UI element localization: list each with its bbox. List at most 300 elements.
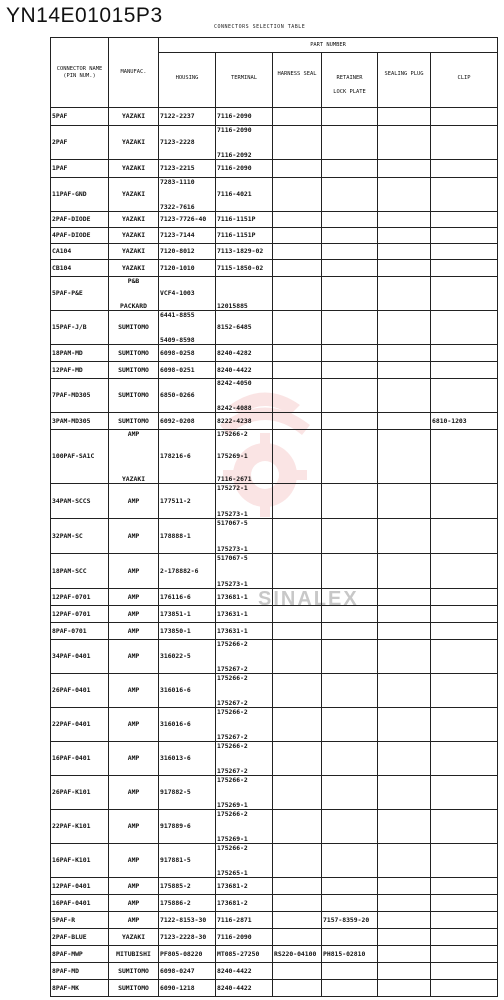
table-row [51, 606, 498, 623]
table-row [51, 554, 498, 589]
terminal-cell-line: 7116-2090 [217, 125, 252, 134]
terminal-cell-line: 175269-1 [217, 834, 248, 843]
manufacturer-cell: AMP [109, 878, 159, 895]
table-row [51, 345, 498, 362]
manufacturer-cell [109, 277, 159, 311]
terminal-cell [216, 554, 273, 589]
connector-name-cell: 8PAF-0701 [51, 623, 109, 640]
sealing-plug-cell [378, 878, 431, 895]
terminal-cell-line: 175267-2 [217, 698, 248, 707]
clip-cell [431, 212, 498, 228]
housing-cell: 7123-7144 [159, 228, 216, 244]
terminal-cell [216, 519, 273, 554]
table-row [51, 708, 498, 742]
retainer-cell [322, 108, 378, 126]
manufacturer-cell: AMP [109, 844, 159, 878]
harness-seal-cell [273, 929, 322, 946]
document-title: YN14E01015P3 [6, 4, 163, 27]
clip-cell [431, 160, 498, 178]
sealing-plug-cell [378, 413, 431, 430]
clip-cell [431, 430, 498, 484]
connector-name-cell: 18PAM-MD [51, 345, 109, 362]
table-row [51, 589, 498, 606]
sealing-plug-cell [378, 912, 431, 929]
clip-cell [431, 895, 498, 912]
clip-cell [431, 178, 498, 212]
header-part-number: PART NUMBER [159, 38, 498, 53]
sealing-plug-cell [378, 589, 431, 606]
header-clip: CLIP [431, 53, 498, 108]
harness-seal-cell [273, 895, 322, 912]
harness-seal-cell [273, 345, 322, 362]
housing-cell: 6090-1218 [159, 980, 216, 997]
housing-cell: 177511-2 [159, 484, 216, 519]
clip-cell [431, 810, 498, 844]
harness-seal-cell [273, 260, 322, 277]
harness-seal-cell [273, 212, 322, 228]
connector-name-cell: 2PAF-DIODE [51, 212, 109, 228]
terminal-cell-line: 12015885 [217, 301, 248, 310]
harness-seal-cell [273, 311, 322, 345]
clip-cell [431, 311, 498, 345]
table-row [51, 742, 498, 776]
sealing-plug-cell [378, 674, 431, 708]
sealing-plug-cell [378, 260, 431, 277]
retainer-cell [322, 606, 378, 623]
terminal-cell: 173681-2 [216, 878, 273, 895]
housing-cell: 175886-2 [159, 895, 216, 912]
terminal-cell-line: 175273-1 [217, 544, 248, 553]
sealing-plug-cell [378, 160, 431, 178]
terminal-cell-line: 175267-2 [217, 732, 248, 741]
terminal-cell-line: 175265-1 [217, 868, 248, 877]
terminal-cell-line: 7116-2671 [217, 474, 252, 483]
terminal-cell-line: 517067-5 [217, 553, 248, 562]
retainer-cell [322, 640, 378, 674]
manufacturer-cell: AMP [109, 484, 159, 519]
table-row [51, 260, 498, 277]
connector-name-cell: CB104 [51, 260, 109, 277]
connector-name-cell: 12PAF-0701 [51, 589, 109, 606]
harness-seal-cell: RS220-04100 [273, 946, 322, 963]
harness-seal-cell [273, 554, 322, 589]
clip-cell [431, 776, 498, 810]
terminal-cell-line: 175272-1 [217, 483, 248, 492]
sealing-plug-cell [378, 640, 431, 674]
manufacturer-cell: AMP [109, 554, 159, 589]
manufacturer-cell-line [110, 453, 157, 460]
sealing-plug-cell [378, 810, 431, 844]
harness-seal-cell [273, 519, 322, 554]
retainer-cell [322, 311, 378, 345]
retainer-cell [322, 430, 378, 484]
sealing-plug-cell [378, 554, 431, 589]
manufacturer-cell: YAZAKI [109, 108, 159, 126]
terminal-cell: 7113-1829-02 [216, 244, 273, 260]
clip-cell [431, 379, 498, 413]
terminal-cell: 8240-4422 [216, 963, 273, 980]
housing-cell: 6098-0247 [159, 963, 216, 980]
terminal-cell: 8152-6485 [216, 311, 273, 345]
sealing-plug-cell [378, 980, 431, 997]
connector-name-cell: 12PAF-MD [51, 362, 109, 379]
sealing-plug-cell [378, 311, 431, 345]
harness-seal-cell [273, 912, 322, 929]
clip-cell [431, 126, 498, 160]
clip-cell [431, 606, 498, 623]
terminal-cell: 7116-1151P [216, 228, 273, 244]
housing-cell-line: 7283-1110 [160, 177, 195, 186]
header-lock-plate: LOCK PLATE [333, 89, 366, 95]
terminal-cell-line: 7116-2092 [217, 150, 252, 159]
retainer-cell [322, 244, 378, 260]
connector-name-cell: 4PAF-DIODE [51, 228, 109, 244]
clip-cell [431, 912, 498, 929]
terminal-cell: 173631-1 [216, 606, 273, 623]
manufacturer-cell-line: AMP [127, 429, 140, 438]
connector-name-cell: 1PAF [51, 160, 109, 178]
retainer-cell: PH815-02810 [322, 946, 378, 963]
terminal-cell: 7116-2090 [216, 929, 273, 946]
clip-cell [431, 345, 498, 362]
clip-cell [431, 623, 498, 640]
harness-seal-cell [273, 108, 322, 126]
terminal-cell-line: 175269-1 [217, 452, 248, 460]
housing-cell: 917889-6 [159, 810, 216, 844]
connector-selection-table [50, 37, 498, 997]
terminal-cell-line [217, 278, 271, 285]
terminal-cell: 7116-1151P [216, 212, 273, 228]
connector-name-cell: 5PAF-P&E [51, 277, 109, 311]
header-manufacturer: MANUFAC. [109, 38, 159, 108]
clip-cell [431, 980, 498, 997]
clip-cell [431, 878, 498, 895]
harness-seal-cell [273, 362, 322, 379]
clip-cell [431, 589, 498, 606]
manufacturer-cell: MITUBISHI [109, 946, 159, 963]
retainer-cell [322, 413, 378, 430]
table-row [51, 810, 498, 844]
sealing-plug-cell [378, 606, 431, 623]
manufacturer-cell: SUMITOMO [109, 980, 159, 997]
harness-seal-cell [273, 844, 322, 878]
terminal-cell-line: 175266-2 [217, 673, 248, 682]
harness-seal-cell [273, 178, 322, 212]
clip-cell [431, 260, 498, 277]
terminal-cell: 8222-4238 [216, 413, 273, 430]
terminal-cell [216, 674, 273, 708]
housing-cell: 178888-1 [159, 519, 216, 554]
table-row [51, 228, 498, 244]
manufacturer-cell: AMP [109, 912, 159, 929]
housing-cell: 7122-2237 [159, 108, 216, 126]
sealing-plug-cell [378, 946, 431, 963]
sealing-plug-cell [378, 776, 431, 810]
terminal-cell: 173681-1 [216, 589, 273, 606]
housing-cell-line: 5409-8598 [160, 335, 195, 344]
retainer-cell [322, 708, 378, 742]
connector-name-cell: 16PAF-0401 [51, 895, 109, 912]
terminal-cell [216, 640, 273, 674]
harness-seal-cell [273, 160, 322, 178]
connector-name-cell: 2PAF [51, 126, 109, 160]
terminal-cell: 7115-1850-02 [216, 260, 273, 277]
watermark-text: SINALEX [258, 588, 359, 610]
housing-cell: 316022-5 [159, 640, 216, 674]
housing-cell-line: 7322-7616 [160, 202, 195, 211]
terminal-cell [216, 277, 273, 311]
connector-name-cell: 16PAF-0401 [51, 742, 109, 776]
header-retainer-label: RETAINER [336, 75, 363, 81]
retainer-cell [322, 963, 378, 980]
connector-name-cell: 11PAF-GND [51, 178, 109, 212]
clip-cell [431, 963, 498, 980]
terminal-cell-line: 175266-2 [217, 741, 248, 750]
harness-seal-cell [273, 244, 322, 260]
manufacturer-cell: AMP [109, 640, 159, 674]
manufacturer-cell: YAZAKI [109, 160, 159, 178]
housing-cell: 6092-0208 [159, 413, 216, 430]
retainer-cell [322, 742, 378, 776]
retainer-cell [322, 160, 378, 178]
housing-cell: 7123-2228-30 [159, 929, 216, 946]
terminal-cell: 8240-4282 [216, 345, 273, 362]
table-row [51, 362, 498, 379]
retainer-cell [322, 589, 378, 606]
clip-cell [431, 108, 498, 126]
table-row [51, 413, 498, 430]
manufacturer-cell: SUMITOMO [109, 413, 159, 430]
table-row [51, 623, 498, 640]
harness-seal-cell [273, 623, 322, 640]
harness-seal-cell [273, 277, 322, 311]
table-row [51, 946, 498, 963]
housing-cell: 175885-2 [159, 878, 216, 895]
housing-cell: 7120-8012 [159, 244, 216, 260]
table-row [51, 126, 498, 160]
connector-name-cell: 7PAF-MD305 [51, 379, 109, 413]
table-row [51, 379, 498, 413]
harness-seal-cell [273, 742, 322, 776]
harness-seal-cell [273, 606, 322, 623]
terminal-cell-line: 175267-2 [217, 664, 248, 673]
manufacturer-cell: SUMITOMO [109, 963, 159, 980]
sealing-plug-cell [378, 212, 431, 228]
table-row [51, 244, 498, 260]
housing-cell: 178216-6 [159, 430, 216, 484]
table-row [51, 430, 498, 484]
manufacturer-cell: AMP [109, 519, 159, 554]
housing-cell: 173850-1 [159, 623, 216, 640]
housing-cell: 2-178882-6 [159, 554, 216, 589]
retainer-cell [322, 623, 378, 640]
terminal-cell [216, 430, 273, 484]
retainer-cell [322, 178, 378, 212]
terminal-cell-line: 175269-1 [217, 800, 248, 809]
sealing-plug-cell [378, 178, 431, 212]
manufacturer-cell: SUMITOMO [109, 379, 159, 413]
retainer-cell [322, 878, 378, 895]
manufacturer-cell: YAZAKI [109, 228, 159, 244]
retainer-cell [322, 810, 378, 844]
table-row [51, 912, 498, 929]
sealing-plug-cell [378, 362, 431, 379]
housing-cell: 7122-8153-30 [159, 912, 216, 929]
connector-name-cell: 22PAF-K101 [51, 810, 109, 844]
manufacturer-cell: YAZAKI [109, 244, 159, 260]
retainer-cell [322, 228, 378, 244]
sealing-plug-cell [378, 228, 431, 244]
manufacturer-cell: YAZAKI [109, 178, 159, 212]
sealing-plug-cell [378, 108, 431, 126]
terminal-cell-line: 175266-2 [217, 809, 248, 818]
terminal-cell-line: 8242-4050 [217, 378, 252, 387]
manufacturer-cell: AMP [109, 606, 159, 623]
connector-name-cell: 8PAF-MK [51, 980, 109, 997]
housing-cell: 917882-5 [159, 776, 216, 810]
terminal-cell [216, 776, 273, 810]
retainer-cell [322, 260, 378, 277]
connector-name-cell: 5PAF [51, 108, 109, 126]
terminal-cell: 8240-4422 [216, 362, 273, 379]
sealing-plug-cell [378, 844, 431, 878]
terminal-cell [216, 742, 273, 776]
retainer-cell [322, 929, 378, 946]
housing-cell: 7120-1010 [159, 260, 216, 277]
terminal-cell [216, 810, 273, 844]
terminal-cell: 7116-4021 [216, 178, 273, 212]
terminal-cell: 8240-4422 [216, 980, 273, 997]
retainer-cell [322, 980, 378, 997]
housing-cell: 173851-1 [159, 606, 216, 623]
sealing-plug-cell [378, 345, 431, 362]
terminal-cell [216, 379, 273, 413]
housing-cell: 316016-6 [159, 674, 216, 708]
table-row [51, 519, 498, 554]
header-terminal: TERMINAL [216, 53, 273, 108]
retainer-cell [322, 212, 378, 228]
manufacturer-cell: SUMITOMO [109, 345, 159, 362]
housing-cell: VCF4-1003 [159, 277, 216, 311]
table-row [51, 212, 498, 228]
terminal-cell-line: 175266-2 [217, 843, 248, 852]
harness-seal-cell [273, 674, 322, 708]
sealing-plug-cell [378, 742, 431, 776]
connector-name-cell: 18PAM-SCC [51, 554, 109, 589]
connector-name-cell: 12PAF-0401 [51, 878, 109, 895]
clip-cell [431, 708, 498, 742]
table-row [51, 929, 498, 946]
connector-name-cell: 26PAF-0401 [51, 674, 109, 708]
terminal-cell-line: 175273-1 [217, 509, 248, 518]
terminal-cell-line: 175266-2 [217, 775, 248, 784]
clip-cell [431, 484, 498, 519]
sealing-plug-cell [378, 519, 431, 554]
table-row [51, 674, 498, 708]
manufacturer-cell: AMP [109, 674, 159, 708]
housing-cell: 176116-6 [159, 589, 216, 606]
harness-seal-cell [273, 484, 322, 519]
connector-name-cell: 34PAF-0401 [51, 640, 109, 674]
sealing-plug-cell [378, 623, 431, 640]
retainer-cell [322, 519, 378, 554]
harness-seal-cell [273, 379, 322, 413]
terminal-cell-line: 175266-2 [217, 707, 248, 716]
harness-seal-cell [273, 640, 322, 674]
header-housing: HOUSING [159, 53, 216, 108]
terminal-cell: 173631-1 [216, 623, 273, 640]
sealing-plug-cell [378, 430, 431, 484]
manufacturer-cell: AMP [109, 895, 159, 912]
clip-cell [431, 277, 498, 311]
table-row [51, 980, 498, 997]
connector-name-cell: 8PAF-MWP [51, 946, 109, 963]
sealing-plug-cell [378, 244, 431, 260]
table-row [51, 776, 498, 810]
clip-cell [431, 929, 498, 946]
harness-seal-cell [273, 810, 322, 844]
harness-seal-cell [273, 430, 322, 484]
retainer-cell [322, 776, 378, 810]
manufacturer-cell-line: P&B [127, 276, 140, 285]
clip-cell [431, 674, 498, 708]
connector-name-cell: 2PAF-BLUE [51, 929, 109, 946]
sealing-plug-cell [378, 929, 431, 946]
table-row [51, 277, 498, 311]
housing-cell: 7123-7726-40 [159, 212, 216, 228]
manufacturer-cell: YAZAKI [109, 260, 159, 277]
connector-name-cell: 100PAF-SA1C [51, 430, 109, 484]
harness-seal-cell [273, 228, 322, 244]
terminal-cell [216, 844, 273, 878]
retainer-cell: 7157-8359-20 [322, 912, 378, 929]
retainer-cell [322, 362, 378, 379]
terminal-cell-line: 175266-2 [217, 429, 248, 438]
housing-cell: 7123-2228 [159, 126, 216, 160]
manufacturer-cell-line: YAZAKI [121, 474, 146, 483]
terminal-cell: MT085-27250 [216, 946, 273, 963]
manufacturer-cell: AMP [109, 742, 159, 776]
retainer-cell [322, 277, 378, 311]
harness-seal-cell [273, 776, 322, 810]
terminal-cell-line: 175273-1 [217, 579, 248, 588]
manufacturer-cell: YAZAKI [109, 126, 159, 160]
manufacturer-cell-line: PACKARD [120, 301, 147, 310]
terminal-cell: 173681-2 [216, 895, 273, 912]
clip-cell [431, 362, 498, 379]
terminal-cell: 7116-2090 [216, 108, 273, 126]
manufacturer-cell: YAZAKI [109, 929, 159, 946]
table-row [51, 160, 498, 178]
terminal-cell-line: 175266-2 [217, 639, 248, 648]
housing-cell: 6098-0251 [159, 362, 216, 379]
connector-name-cell: 16PAF-K101 [51, 844, 109, 878]
harness-seal-cell [273, 708, 322, 742]
clip-cell [431, 742, 498, 776]
connector-name-cell: 22PAF-0401 [51, 708, 109, 742]
connector-name-cell: 12PAF-0701 [51, 606, 109, 623]
retainer-cell [322, 126, 378, 160]
retainer-cell [322, 844, 378, 878]
table-title: CONNECTORS SELECTION TABLE [214, 24, 306, 30]
retainer-cell [322, 554, 378, 589]
clip-cell [431, 946, 498, 963]
clip-cell [431, 228, 498, 244]
housing-cell: 917881-5 [159, 844, 216, 878]
terminal-cell: 7116-2090 [216, 160, 273, 178]
sealing-plug-cell [378, 708, 431, 742]
sealing-plug-cell [378, 277, 431, 311]
